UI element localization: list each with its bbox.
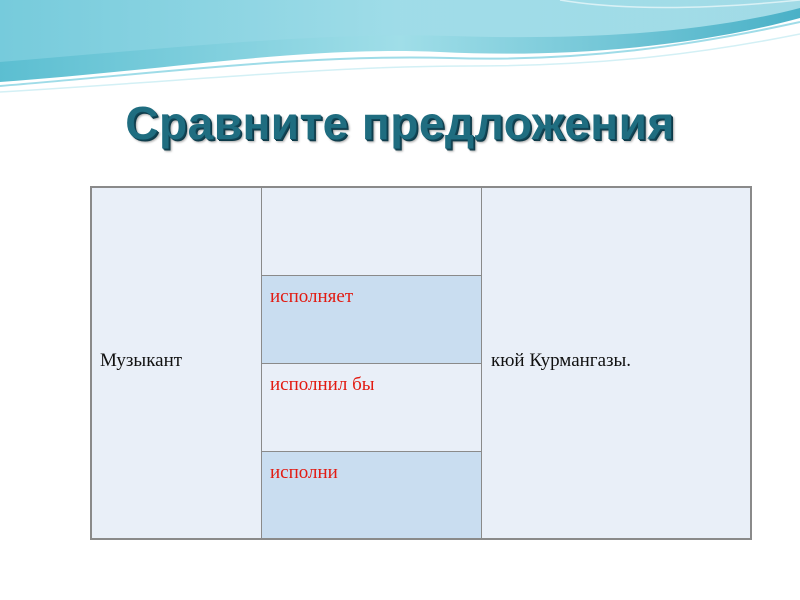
- verb-cell-imperative: [261, 451, 482, 539]
- verb-cell-present: [261, 275, 482, 365]
- subject-cell: [91, 187, 262, 539]
- object-text: кюй Курмангазы.: [491, 350, 632, 371]
- subject-text: Музыкант: [100, 350, 183, 371]
- verb-text: исполнил бы: [270, 374, 375, 395]
- verb-cell-conditional: [261, 363, 482, 453]
- slide-title: Сравните предложения: [125, 97, 675, 149]
- verb-cell-empty: [261, 187, 482, 276]
- decorative-wave-header: [0, 0, 800, 100]
- object-cell: [481, 187, 751, 539]
- verb-text: исполняет: [270, 286, 354, 307]
- verb-text: исполни: [270, 462, 338, 483]
- sentence-table: [90, 186, 752, 540]
